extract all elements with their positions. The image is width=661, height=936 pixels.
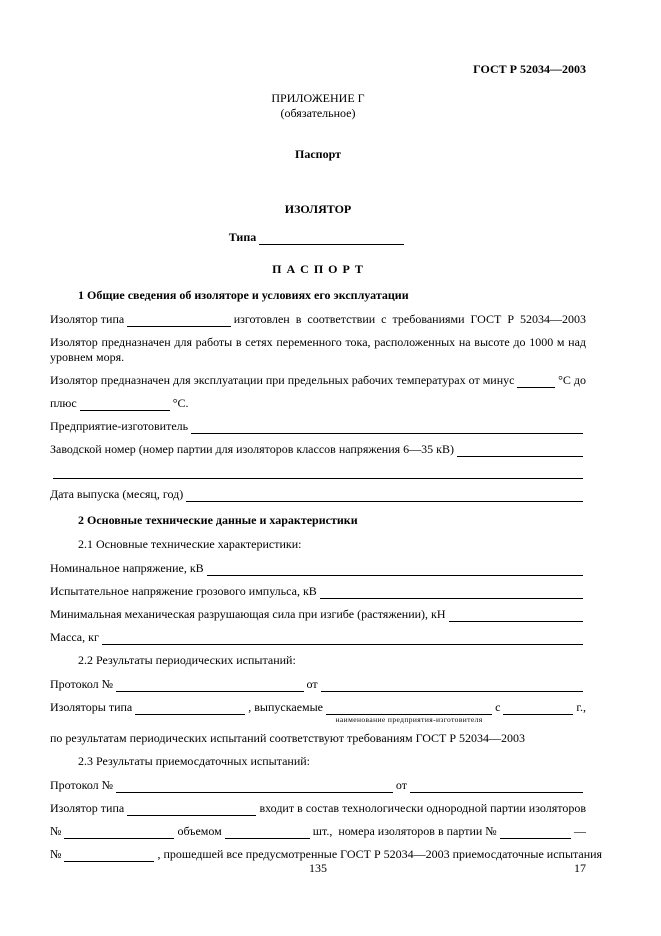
fill-in-blank xyxy=(503,701,573,715)
insulator-type-suffix: изготовлен в соответствии с требованиями ГОСТ Р 52034—2003 xyxy=(233,312,586,326)
impulse-voltage-label: Испытательное напряжение грозового импульса, кВ xyxy=(50,584,317,598)
fill-in-blank xyxy=(410,779,583,793)
field-protocol-periodic xyxy=(50,677,586,692)
year-suffix: г., xyxy=(576,700,586,714)
type-fill-in-blank xyxy=(259,231,404,245)
product-title: ИЗОЛЯТОР xyxy=(284,202,352,216)
fill-in-blank xyxy=(500,825,571,839)
field-serial-number-continuation xyxy=(50,465,586,479)
field-nominal-voltage xyxy=(50,561,586,576)
section-2-1-heading: 2.1 Основные технические характеристики: xyxy=(78,537,302,551)
blank-caption: наименование предприятия-изготовителя xyxy=(335,715,483,724)
fill-in-blank xyxy=(116,678,303,692)
batch-final-number-label: № xyxy=(50,847,62,861)
paragraph-periodic-result: по результатам периодических испытаний соответствуют требованиям ГОСТ Р 52034—2003 xyxy=(50,731,526,745)
page-footer xyxy=(50,861,586,876)
field-temperature-range xyxy=(50,373,586,388)
field-mass xyxy=(50,630,586,645)
field-impulse-voltage xyxy=(50,584,586,599)
field-temperature-plus xyxy=(50,396,586,411)
insulator-type-label: Изолятор типа xyxy=(50,312,125,326)
field-batch-numbers xyxy=(50,824,586,839)
appendix-note: (обязательное) xyxy=(280,106,356,120)
fill-in-blank xyxy=(53,465,583,479)
fill-in-blank xyxy=(321,678,583,692)
issue-date-label: Дата выпуска (месяц, год) xyxy=(50,487,184,501)
field-manufacturer xyxy=(50,419,586,434)
insulators-produced-label: , выпускаемые xyxy=(248,700,324,714)
batch-type-label: Изолятор типа xyxy=(50,801,125,815)
field-serial-number xyxy=(50,442,586,457)
fill-in-blank xyxy=(457,443,583,457)
fill-in-blank xyxy=(80,397,170,411)
manufacturer-name-blank xyxy=(326,701,492,724)
batch-type-suffix: входит в состав технологически однородной партии изоляторов xyxy=(259,801,586,815)
standard-page-number: 135 xyxy=(309,861,327,875)
type-line xyxy=(50,230,586,245)
passport-heading: П А С П О Р Т xyxy=(272,262,364,276)
type-label: Типа xyxy=(228,230,257,244)
appendix-title: ПРИЛОЖЕНИЕ Г xyxy=(271,91,365,105)
temperature-label: Изолятор предназначен для эксплуатации при предельных рабочих температурах от минус xyxy=(50,373,515,387)
field-protocol-acceptance xyxy=(50,778,586,793)
nominal-voltage-label: Номинальное напряжение, кВ xyxy=(50,561,204,575)
appendix-doc-name: Паспорт xyxy=(295,147,341,161)
manufacturer-label: Предприятие-изготовитель xyxy=(50,419,189,433)
fill-in-blank xyxy=(225,825,310,839)
insulators-type-label: Изоляторы типа xyxy=(50,700,133,714)
protocol-label: Протокол № xyxy=(50,677,114,691)
fill-in-blank xyxy=(135,701,245,715)
temperature-plus-label: плюс xyxy=(50,396,77,410)
section-2-3-heading: 2.3 Результаты приемосдаточных испытаний: xyxy=(78,754,311,768)
temperature-plus-suffix: °С. xyxy=(172,396,189,410)
batch-number-label: № xyxy=(50,824,62,838)
field-insulators-manufactured xyxy=(50,700,586,724)
gost-standard-header: ГОСТ Р 52034—2003 xyxy=(473,62,586,76)
batch-dash: — xyxy=(574,824,586,838)
protocol-from-label: от xyxy=(395,778,407,792)
protocol-from-label: от xyxy=(306,677,318,691)
fill-in-blank xyxy=(64,825,174,839)
fill-in-blank xyxy=(207,562,583,576)
mechanical-force-label: Минимальная механическая разрушающая сила при изгибе (растяжении), кН xyxy=(50,607,446,621)
batch-final-suffix: , прошедшей все предусмотренные ГОСТ Р 52034—2003 приемосдаточные испытания xyxy=(157,847,603,861)
fill-in-blank xyxy=(186,488,583,502)
protocol-label: Протокол № xyxy=(50,778,114,792)
fill-in-blank xyxy=(127,313,231,327)
section-2-2-heading: 2.2 Результаты периодических испытаний: xyxy=(78,653,296,667)
since-label: с xyxy=(495,700,501,714)
mass-label: Масса, кг xyxy=(50,630,99,644)
temperature-suffix: °С до xyxy=(558,373,586,387)
fill-in-blank xyxy=(102,631,583,645)
batch-volume-label: объемом xyxy=(177,824,222,838)
fill-in-blank xyxy=(127,802,256,816)
fill-in-blank xyxy=(116,779,393,793)
section-1-heading: 1 Общие сведения об изоляторе и условиях его эксплуатации xyxy=(78,288,409,302)
section-2-heading: 2 Основные технические данные и характеристики xyxy=(78,513,358,527)
fill-in-blank xyxy=(449,608,583,622)
fill-in-blank xyxy=(517,374,555,388)
fill-in-blank xyxy=(191,420,583,434)
field-insulator-type xyxy=(50,312,586,327)
field-batch-type xyxy=(50,801,586,816)
document-content xyxy=(50,62,603,870)
field-issue-date xyxy=(50,487,586,502)
fill-in-blank xyxy=(320,585,583,599)
serial-number-label: Заводской номер (номер партии для изоляторов классов напряжения 6—35 кВ) xyxy=(50,442,455,456)
appendix-page-number: 17 xyxy=(574,861,586,875)
field-mechanical-force xyxy=(50,607,586,622)
paragraph-operating-conditions: Изолятор предназначен для работы в сетях переменного тока, расположенных на высоте до 1000 м над уровнем моря. xyxy=(50,335,586,364)
fill-in-blank xyxy=(64,848,154,862)
field-batch-final xyxy=(50,847,603,862)
batch-pieces-label: шт., номера изоляторов в партии № xyxy=(312,824,497,838)
